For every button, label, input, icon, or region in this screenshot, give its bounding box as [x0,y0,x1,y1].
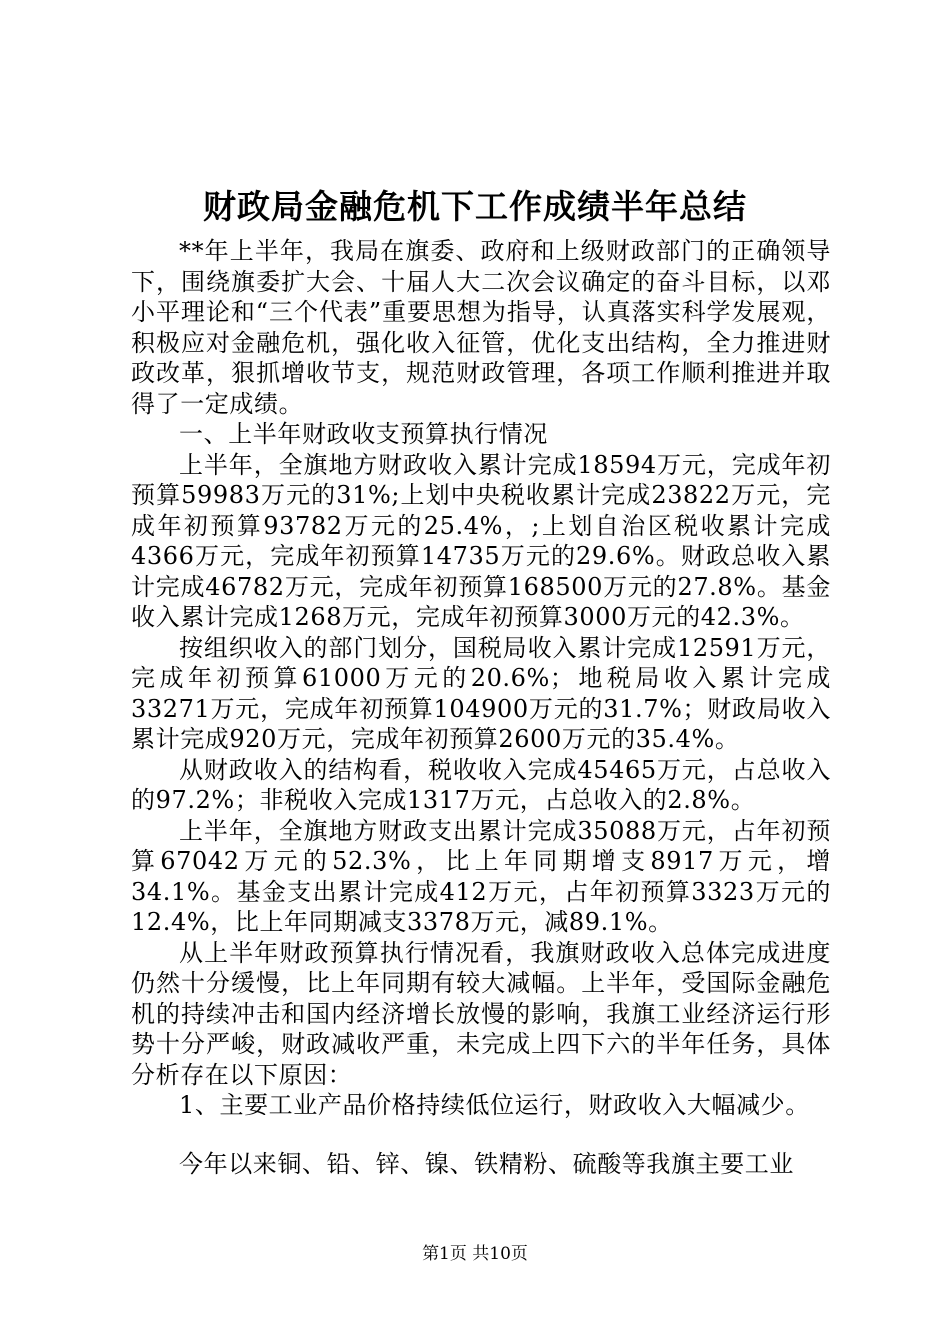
section-heading: 一、上半年财政收支预算执行情况 [179,420,548,448]
document-body [131,236,831,1179]
document-title: 财政局金融危机下工作成绩半年总结 [203,187,747,226]
paragraph-intro: **年上半年，我局在旗委、政府和上级财政部门的正确领导下，围绕旗委扩大会、十届人大二次会议确定的奋斗目标，以邓小平理论和“三个代表”重要思想为指导，认真落实科学发展观，积极应对金融危机，强化收入征管，优化支出结构，全力推进财政改革，狠抓增收节支，规范财政管理，各项工作顺利推进并取得了一定成绩。 [131,237,831,418]
paragraph-reason-1: 1、主要工业产品价格持续低位运行，财政收入大幅减少。 [179,1091,810,1119]
paragraph-structure: 从财政收入的结构看，税收收入完成45465万元，占总收入的97.2%；非税收入完成1317万元，占总收入的2.8%。 [131,755,831,814]
paragraph-continued: 今年以来铜、铅、锌、镍、铁精粉、硫酸等我旗主要工业 [179,1149,794,1178]
page-number-footer: 第1页 共10页 [422,1244,528,1264]
paragraph-departments: 按组织收入的部门划分，国税局收入累计完成12591万元，完成年初预算61000万元的20.6%；地税局收入累计完成33271万元，完成年初预算104900万元的31.7%；财政局收入累计完成920万元，完成年初预算2600万元的35.4%。 [131,633,831,753]
paragraph-analysis: 从上半年财政预算执行情况看，我旗财政收入总体完成进度仍然十分缓慢，比上年同期有较大减幅。上半年，受国际金融危机的持续冲击和国内经济增长放慢的影响，我旗工业经济运行形势十分严峻，财政减收严重，未完成上四下六的半年任务，具体分析存在以下原因： [131,938,831,1089]
paragraph-revenue: 上半年，全旗地方财政收入累计完成18594万元，完成年初预算59983万元的31%;上划中央税收累计完成23822万元，完成年初预算93782万元的25.4%，;上划自治区税收累计完成4366万元，完成年初预算14735万元的29.6%。财政总收入累计完成46782万元，完成年初预算168500万元的27.8%。基金收入累计完成1268万元，完成年初预算3000万元的42.3%。 [131,450,831,631]
paragraph-expenditure: 上半年，全旗地方财政支出累计完成35088万元，占年初预算67042万元的52.3%，比上年同期增支8917万元，增34.1%。基金支出累计完成412万元，占年初预算3323万元的12.4%，比上年同期减支3378万元，减89.1%。 [131,816,831,936]
